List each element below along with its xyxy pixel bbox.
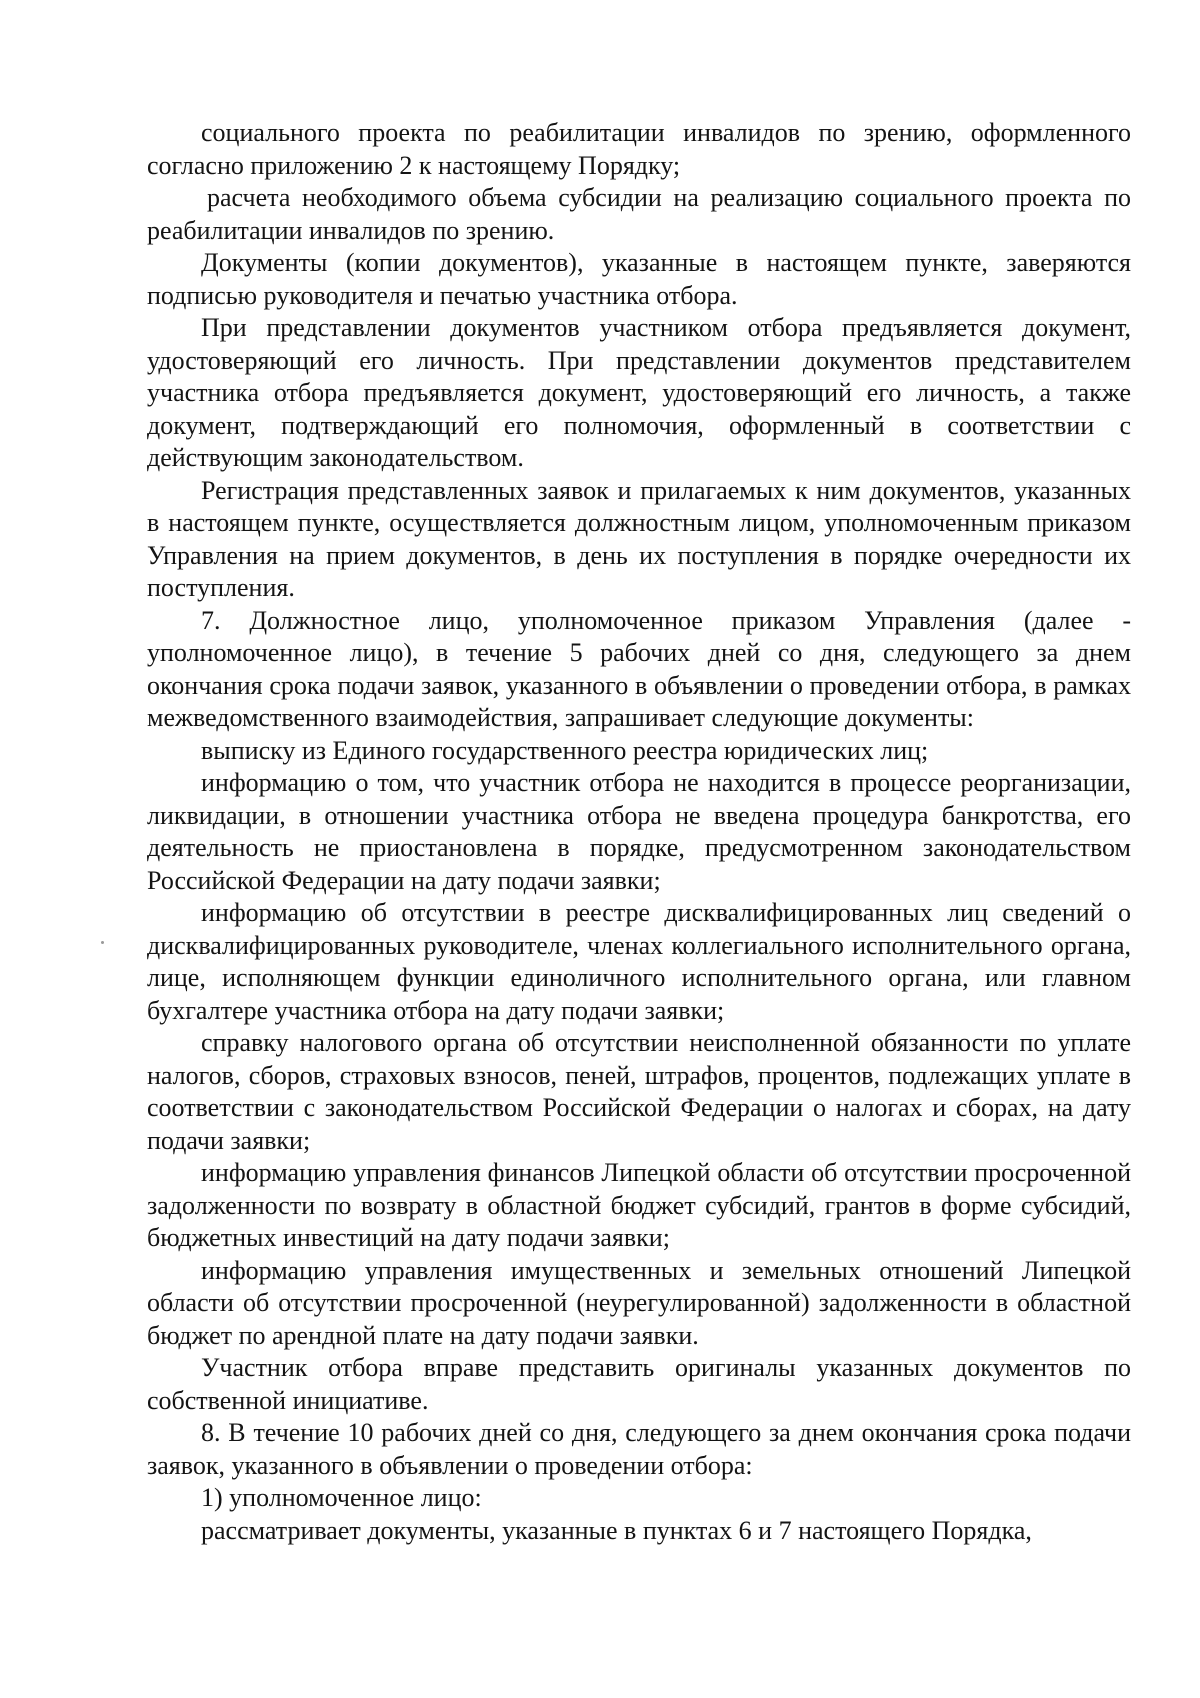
document-body xyxy=(147,117,1131,1547)
paragraph-documents-certification: Документы (копии документов), указанные в настоящем пункте, заверяются подписью руководителя и печатью участника отбора. xyxy=(147,248,1131,310)
paragraph-reorganization-info: информацию о том, что участник отбора не находится в процессе реорганизации, ликвидации, в отношении участника отбора не введена процедура банкротства, его деятельность не приостановлена в порядке, предусмотренном законодательством Российской Федерации на дату подачи заявки; xyxy=(147,768,1131,895)
scan-speck xyxy=(101,941,104,944)
paragraph-tax-certificate: справку налогового органа об отсутствии неисполненной обязанности по уплате налогов, сборов, страховых взносов, пеней, штрафов, процентов, подлежащих уплате в соответствии с законодательством Российской Федерации о налогах и сборах, на дату подачи заявки; xyxy=(147,1028,1131,1155)
paragraph-disqualified-persons-info: информацию об отсутствии в реестре дисквалифицированных лиц сведений о дисквалифицированных руководителе, членах коллегиального исполнительного органа, лице, исполняющем функции единоличного исполнительного органа, или главном бухгалтере участника отбора на дату подачи заявки; xyxy=(147,898,1131,1025)
paragraph-subsidy-calculation: расчета необходимого объема субсидии на реализацию социального проекта по реабилитации инвалидов по зрению. xyxy=(147,183,1131,245)
paragraph-project-form: социального проекта по реабилитации инвалидов по зрению, оформленного согласно приложению 2 к настоящему Порядку; xyxy=(147,118,1131,180)
paragraph-identity-documents: При представлении документов участником отбора предъявляется документ, удостоверяющий его личность. При представлении документов представителем участника отбора предъявляется документ, удостоверяющий его личность, а также документ, подтверждающий его полномочия, оформленный в соответствии с действующим законодательством. xyxy=(147,313,1131,472)
paragraph-clause-7: 7. Должностное лицо, уполномоченное приказом Управления (далее - уполномоченное лицо), в течение 5 рабочих дней со дня, следующего за днем окончания срока подачи заявок, указанного в объявлении о проведении отбора, в рамках межведомственного взаимодействия, запрашивает следующие документы: xyxy=(147,605,1131,732)
paragraph-clause-8: 8. В течение 10 рабочих дней со дня, следующего за днем окончания срока подачи заявок, указанного в объявлении о проведении отбора: xyxy=(147,1418,1131,1480)
paragraph-registration: Регистрация представленных заявок и прилагаемых к ним документов, указанных в настоящем пункте, осуществляется должностным лицом, уполномоченным приказом Управления на прием документов, в день их поступления в порядке очередности их поступления. xyxy=(147,475,1131,602)
paragraph-finance-department-info: информацию управления финансов Липецкой области об отсутствии просроченной задолженности по возврату в областной бюджет субсидий, грантов в форме субсидий, бюджетных инвестиций на дату подачи заявки; xyxy=(147,1158,1131,1252)
paragraph-registry-extract: выписку из Единого государственного реестра юридических лиц; xyxy=(201,735,929,765)
paragraph-reviews-documents: рассматривает документы, указанные в пунктах 6 и 7 настоящего Порядка, xyxy=(201,1515,1032,1545)
paragraph-originals-right: Участник отбора вправе представить оригиналы указанных документов по собственной инициативе. xyxy=(147,1353,1131,1415)
paragraph-property-department-info: информацию управления имущественных и земельных отношений Липецкой области об отсутствии просроченной (неурегулированной) задолженности в областной бюджет по арендной плате на дату подачи заявки. xyxy=(147,1255,1131,1350)
paragraph-authorized-person: 1) уполномоченное лицо: xyxy=(201,1483,482,1512)
